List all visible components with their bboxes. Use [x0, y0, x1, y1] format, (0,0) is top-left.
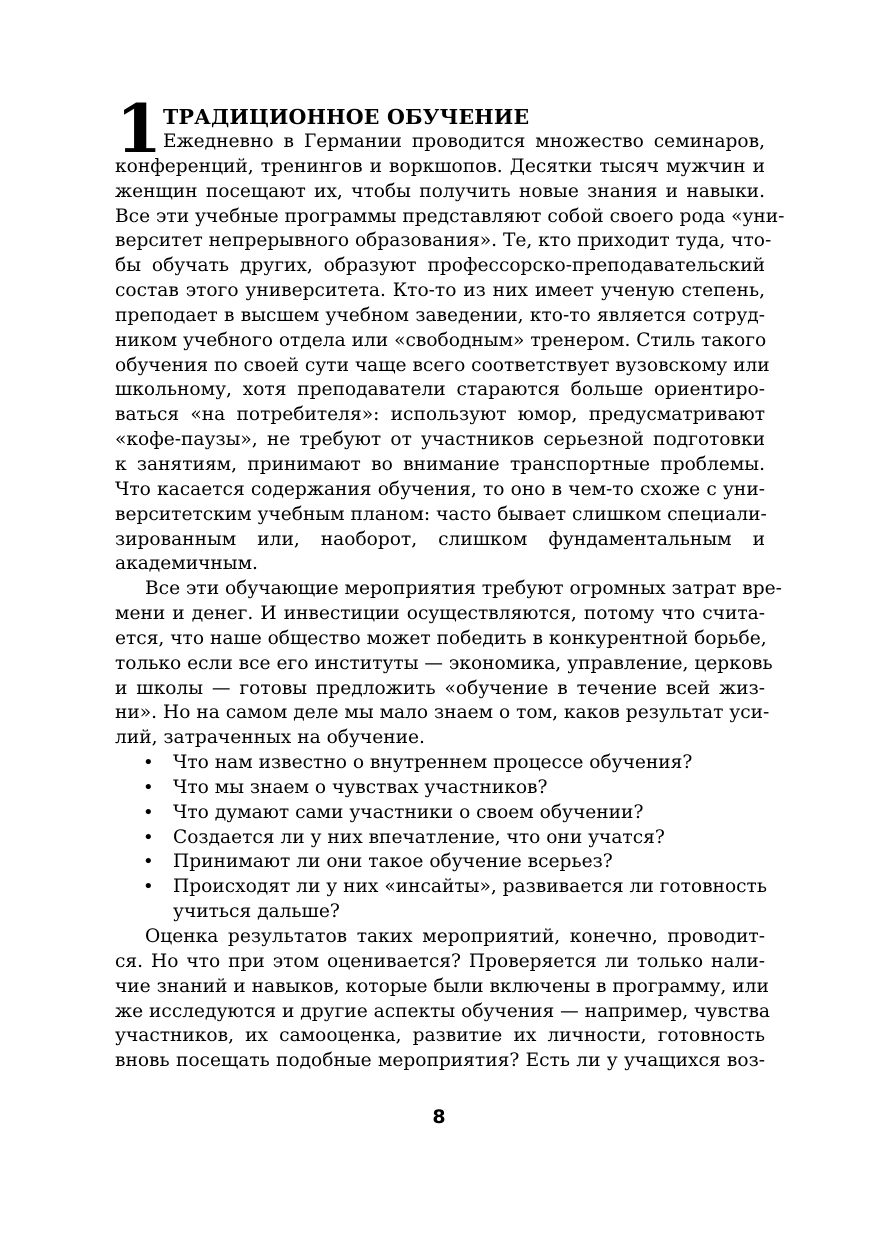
bullet-list: [115, 751, 765, 925]
text-line: ником учебного отдела или «свободным» тренером. Стиль такого: [115, 329, 767, 351]
text-line: чие знаний и навыков, которые были включены в программу, или: [115, 975, 769, 997]
text-line: конференций, тренингов и воркшопов. Десятки тысяч мужчин и: [115, 155, 765, 177]
chapter-title: ТРАДИЦИОННОЕ ОБУЧЕНИЕ: [163, 105, 530, 129]
bullet-icon: •: [143, 826, 154, 848]
list-item-text: Что мы знаем о чувствах участников?: [173, 776, 548, 798]
text-line: ся. Но что при этом оценивается? Проверяется ли только нали-: [115, 950, 765, 972]
list-item-text: учиться дальше?: [173, 901, 340, 923]
list-item-text: Принимают ли они такое обучение всерьез?: [173, 851, 613, 873]
list-item: [115, 875, 765, 900]
text-line: Оценка результатов таких мероприятий, конечно, проводит-: [145, 926, 765, 947]
text-line: обучения по своей сути чаще всего соответствует вузовскому или: [115, 354, 770, 376]
bullet-icon: •: [143, 752, 154, 774]
paragraph-2: [115, 577, 782, 751]
text-line: и школы — готовы предложить «обучение в течение всей жиз-: [115, 677, 765, 699]
text-line: академичным.: [115, 553, 258, 575]
text-line: зированным или, наоборот, слишком фундаментальным и: [115, 528, 765, 550]
list-item-text: Что нам известно о внутреннем процессе обучения?: [173, 752, 693, 774]
list-item-text: Что думают сами участники о своем обучении?: [173, 801, 644, 823]
body-text: [115, 130, 785, 1074]
text-line: бы обучать других, образуют профессорско-преподавательский: [115, 255, 765, 277]
text-line: ется, что наше общество может победить в конкурентной борьбе,: [115, 627, 767, 649]
text-line: лий, затраченных на обучение.: [115, 727, 425, 749]
text-line: школьному, хотя преподаватели стараются больше ориентиро-: [115, 379, 765, 401]
text-line: Ежедневно в Германии проводится множество семинаров,: [163, 131, 765, 152]
text-line: верситет непрерывного образования». Те, кто приходит туда, что-: [115, 230, 772, 252]
text-line: ваться «на потребителя»: используют юмор, предусматривают: [115, 404, 765, 426]
text-line: преподает в высшем учебном заведении, кто-то является сотруд-: [115, 304, 765, 326]
text-line: же исследуются и другие аспекты обучения — например, чувства: [115, 1000, 770, 1022]
text-line: только если все его институты — экономика, управление, церковь: [115, 652, 773, 674]
paragraph-3: [115, 925, 770, 1074]
bullet-icon: •: [143, 776, 154, 798]
text-line: «кофе-паузы», не требуют от участников серьезной подготовки: [115, 429, 765, 451]
chapter-number: 1: [116, 90, 162, 168]
list-item: [115, 850, 765, 875]
text-line: состав этого университета. Кто-то из них имеет ученую степень,: [115, 280, 765, 302]
list-item: [115, 801, 765, 826]
bullet-icon: •: [143, 876, 154, 898]
bullet-icon: •: [143, 851, 154, 873]
paragraph-1: [115, 130, 785, 577]
text-line: ни». Но на самом деле мы мало знаем о том, каков результат уси-: [115, 702, 770, 724]
text-line: вновь посещать подобные мероприятия? Есть ли у учащихся воз-: [115, 1050, 765, 1072]
text-line: к занятиям, принимают во внимание транспортные проблемы.: [115, 453, 765, 475]
list-item: [115, 751, 765, 776]
list-item-text: Создается ли у них впечатление, что они учатся?: [173, 826, 665, 848]
list-item: [115, 826, 765, 851]
text-line: верситетским учебным планом: часто бывает слишком специали-: [115, 503, 767, 525]
list-item-text: Происходят ли у них «инсайты», развивается ли готовность: [173, 876, 767, 898]
bullet-icon: •: [143, 801, 154, 823]
list-item: [115, 776, 765, 801]
text-line: Все эти обучающие мероприятия требуют огромных затрат вре-: [145, 578, 782, 600]
text-line: Все эти учебные программы представляют собой своего рода «уни-: [115, 205, 785, 227]
text-line: Что касается содержания обучения, то оно в чем-то схоже с уни-: [115, 478, 765, 500]
text-line: женщин посещают их, чтобы получить новые знания и навыки.: [115, 180, 765, 202]
page-number: 8: [432, 1106, 446, 1128]
text-line: участников, их самооценка, развитие их личности, готовность: [115, 1025, 765, 1047]
text-line: мени и денег. И инвестиции осуществляются, потому что счита-: [115, 603, 765, 625]
